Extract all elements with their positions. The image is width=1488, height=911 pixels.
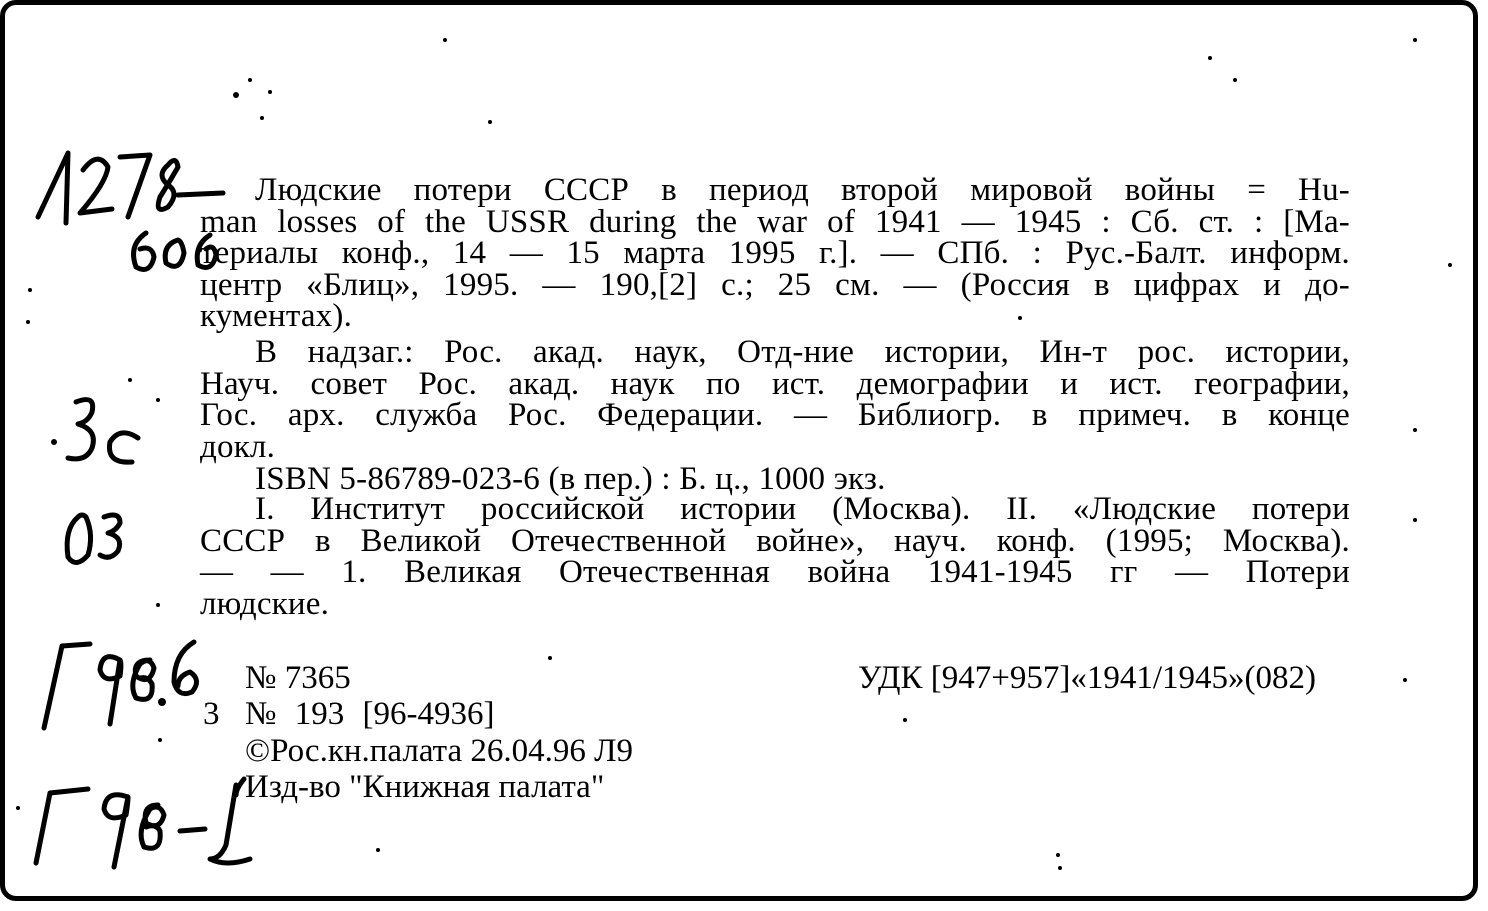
nadzag-line: Науч. совет Рос. акад. наук по ист. демографии и ист. географии,	[200, 365, 1350, 402]
description-line: кументах).	[200, 298, 353, 335]
udk-code: УДК [947+957]«1941/1945»(082)	[858, 660, 1317, 696]
description-line: Людские потери СССР в период второй мировой войны = Hu-	[255, 172, 1350, 208]
nadzag-line: В надзаг.: Рос. акад. наук, Отд-ние истории, Ин-т рос. истории,	[255, 334, 1350, 370]
tracing-line: I. Институт российской истории (Москва). II. «Людские потери	[255, 491, 1350, 527]
tracing-line: СССР в Великой Отечественной войне», науч. конф. (1995; Москва).	[200, 522, 1350, 559]
nadzag-line: Гос. арх. служба Рос. Федерации. — Библиогр. в примеч. в конце	[200, 397, 1350, 434]
tracing-line: — — 1. Великая Отечественная война 1941-1945 гг — Потери	[200, 554, 1350, 591]
isbn-text: ISBN 5-86789-023-6 (в пер.) : Б. ц., 1000 экз.	[255, 461, 886, 497]
description-line: териалы конф., 14 — 15 марта 1995 г.]. — СПб. : Рус.-Балт. информ.	[200, 235, 1350, 272]
nadzag-line: докл.	[200, 428, 276, 465]
tracing-line: людские.	[200, 585, 330, 622]
description-line: man losses of the USSR during the war of 1941 — 1945 : Сб. ст. : [Ма-	[200, 203, 1350, 240]
copyright-line: ©Рос.кн.палата 26.04.96 Л9	[245, 733, 633, 769]
description-line: центр «Блиц», 1995. — 190,[2] с.; 25 см. — (Россия в цифрах и до-	[200, 266, 1350, 303]
publisher-line: Изд-во "Книжная палата"	[245, 769, 605, 805]
record-number-prefix: 3	[203, 696, 220, 732]
record-number-2: № 193 [96-4936]	[245, 696, 495, 732]
record-number: № 7365	[245, 660, 351, 696]
